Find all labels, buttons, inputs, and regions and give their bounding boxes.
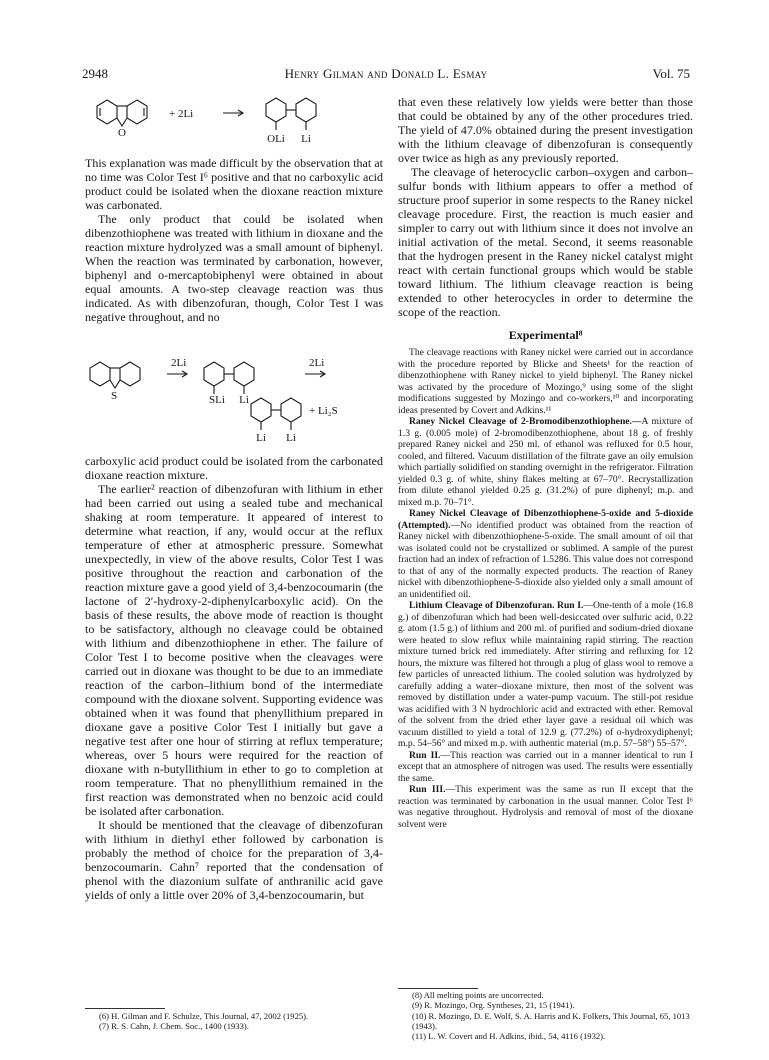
paragraph: The cleavage of heterocyclic carbon–oxygen and carbon–sulfur bonds with lithium appears to offer a method of structure proof superior in some respects to the Raney nickel cleavage procedure. First, the reaction is much easier and simpler to carry out with lithium since it does not involve an initial activation of the metal. Second, it seems reasonable that the hydrogen present in the Raney nickel catalyst might react with certain functional groups which would be stable toward lithium. The lithium cleavage reaction is being extended to other heterocycles in order to determine the scope of the reaction.: [398, 165, 693, 319]
left-column-bottom: [85, 454, 383, 902]
subsection-title: Run III.: [409, 784, 446, 795]
subsection-title: Raney Nickel Cleavage of Dibenzothiophene-5-oxide and 5-dioxide (Attempted).: [398, 508, 693, 531]
left-footnotes: [85, 1011, 383, 1032]
paragraph: This explanation was made difficult by the observation that at no time was Color Test I⁶ positive and that no carboxylic acid product could be isolated when the dioxane reaction mixture was carbonated.: [85, 156, 383, 212]
footnote: (9) R. Mozingo, Org. Syntheses, 21, 15 (1941).: [412, 1000, 575, 1011]
paragraph: —This reaction was carried out in a manner identical to run I except that an atmosphere of nitrogen was used. The results were essentially the same.: [398, 749, 693, 784]
paragraph: —This experiment was the same as run II except that the reaction was terminated by carbonation in the usual manner. Color Test I⁶ was negative throughout. Hydrolysis and removal of most of the dioxane solvent were: [398, 784, 693, 830]
scheme2-reagent-2: 2Li: [309, 357, 325, 369]
scheme2-product: + Li₂S: [309, 405, 338, 417]
header-volume: Vol. 75: [652, 66, 690, 81]
header-authors: Henry Gilman and Donald L. Esmay: [284, 66, 488, 81]
running-header: [82, 66, 690, 86]
footnote: (11) L. W. Covert and H. Adkins, ibid., 54, 4116 (1932).: [412, 1031, 606, 1042]
paragraph: that even these relatively low yields were better than those that could be obtained by any of the other procedures tried. The yield of 47.0% obtained during the present investigation with the lithium cleavage of dibenzofuran is consequently over twice as high as any previously reported.: [398, 95, 693, 165]
scheme2-substituent-1: SLi: [209, 394, 225, 406]
experimental-section: [398, 347, 693, 830]
paragraph: A mixture of 1.3 g. (0.005 mole) of 2-bromodibenzothiophene, about 18 g. of freshly prepared Raney nickel and 250 ml. of ethanol was refluxed for 0.5 hour, cooled, and filtered. Vacuum distillation of the filtrate gave an oily emulsion which partially solidified on standing overnight in the refrigerator. Filtration yielded 0.3 g. of white, shiny flakes melting at 67–70°. Recrystallization from dilute ethanol yielded 0.25 g. (31.2%) of pure diphenyl; m.p. and mixed m.p. 70–71°.: [398, 416, 693, 508]
scheme-dibenzofuran-cleavage: [85, 90, 385, 156]
subsection-title: Raney Nickel Cleavage of 2-Bromodibenzothiophene.—: [409, 416, 642, 427]
scheme2-substituent-4: Li: [286, 432, 296, 444]
right-footnotes: [398, 990, 693, 1041]
footnote: (7) R. S. Cahn, J. Chem. Soc., 1400 (1933).: [99, 1021, 249, 1032]
scheme1-substituent-2: Li: [301, 133, 311, 145]
subsection-title: Run II.: [409, 749, 441, 761]
scheme2-sulfur-label: S: [110, 390, 118, 402]
paragraph: —One-tenth of a mole (16.8 g.) of dibenzofuran which had been well-desiccated over sulfuric acid, 0.22 g. atom (1.5 g.) of lithium and 200 ml. of purified and sodium-dried dioxane were heated to slow reflux while maintaining rapid stirring. The reaction mixture turned brick red immediately. After stirring and refluxing for 12 hours, the mixture was filtered hot through a plug of glass wool to remove a few particles of unreacted lithium. The cooled solution was hydrolyzed by carefully adding a water–dioxane mixture, then most of the solvent was removed by distillation under a water-pump vacuum. The still-pot residue was acidified with 3 N hydrochloric acid and extracted with ether. Removal of the solvent from the dried ether layer gave a residual oil which was vacuum distilled to yield a total of 12.9 g. (77.2%) of o-hydroxydiphenyl; m.p. 54–56° and mixed m.p. with authentic material (m.p. 57–58°) 55–57°.: [398, 600, 694, 749]
scheme-dibenzothiophene-cleavage: [85, 352, 385, 448]
subsection-title: Lithium Cleavage of Dibenzofuran. Run I.: [409, 600, 584, 611]
footnote: (8) All melting points are uncorrected.: [412, 990, 544, 1000]
scheme2-reagent-1: 2Li: [171, 357, 187, 369]
paragraph: The earlier² reaction of dibenzofuran with lithium in ether had been carried out using a sealed tube and mechanical shaking at room temperature. It appeared of interest to determine what reaction, if any, would occur at the reflux temperature of ether at atmospheric pressure. Somewhat unexpectedly, in view of the above results, Color Test I was positive throughout the reaction and carbonation of the reaction mixture gave a good yield of 3,4-benzocoumarin (the lactone of 2′-hydroxy-2-diphenylcarboxylic acid). On the basis of these results, the above mode of reaction is thought to be satisfactory, although no cleavage could be obtained with lithium and dibenzothiophene in ether. The failure of Color Test I to become positive when the cleavages were carried out in dioxane was thought to be due to an immediate reaction of the carbon–lithium bond of the intermediate compound with the dioxane solvent. Supporting evidence was obtained when it was found that phenyllithium prepared in dioxane gave a positive Color Test I initially but gave a negative test after one hour of stirring at reflux temperature; whereas, over 5 hours were required for the reaction of dioxane with n-butyllithium in ether to go to completion at room temperature. That no phenyllithium remained in the first reaction was demonstrated when no benzoic acid could be isolated after carbonation.: [85, 482, 383, 818]
scheme1-oxygen-label: O: [118, 127, 126, 139]
scheme1-substituent-1: OLi: [267, 133, 285, 145]
right-column: [398, 95, 693, 830]
footnote-rule-left: [85, 1008, 165, 1009]
paragraph: carboxylic acid product could be isolated from the carbonated dioxane reaction mixture.: [85, 454, 383, 482]
footnote: (10) R. Mozingo, D. E. Wolf, S. A. Harris and K. Folkers, This Journal, 65, 1013 (1943).: [412, 1010, 690, 1031]
paragraph: The only product that could be isolated when dibenzothiophene was treated with lithium in dioxane and the reaction mixture hydrolyzed was a small amount of biphenyl. When the reaction was terminated by carbonation, however, biphenyl and o-mercaptobiphenyl were obtained in about equal amounts. A two-step cleavage reaction was thus indicated. As with dibenzofuran, though, Color Test I was negative throughout, and no: [85, 212, 383, 324]
scheme2-substituent-3: Li: [256, 432, 266, 444]
scheme2-substituent-2: Li: [239, 394, 249, 406]
footnote-rule-right: [398, 988, 478, 989]
paragraph: It should be mentioned that the cleavage of dibenzofuran with lithium in diethyl ether followed by carbonation is probably the method of choice for the preparation of 3,4-benzocoumarin. Cahn⁷ reported that the condensation of phenol with the diazonium sulfate of anthranilic acid gave yields of only a little over 20% of 3,4-benzocoumarin, but: [85, 818, 383, 902]
paragraph: The cleavage reactions with Raney nickel were carried out in accordance with the procedure reported by Blicke and Sheets¹ for the reaction of dibenzothiophene with Raney nickel to yield biphenyl. The Raney nickel was activated by the procedure of Mozingo,⁹ using some of the slight modifications suggested by Mozingo and co-workers,¹⁰ and incorporating ideas presented by Covert and Adkins.¹¹: [398, 347, 693, 416]
experimental-heading: Experimental⁸: [508, 328, 583, 342]
scheme1-reagent: + 2Li: [169, 108, 194, 120]
footnote: (6) H. Gilman and F. Schulze, This Journal, 47, 2002 (1925).: [99, 1011, 309, 1021]
left-column-top: [85, 156, 383, 324]
paragraph: —No identified product was obtained from the reaction of Raney nickel with dibenzothiophene-5-oxide. The small amount of oil that was isolated could not be crystallized or sublimed. A sample of the purest fraction had an index of refraction of 1.5286. This value does not correspond to that of any of the normally expected products. The reaction of Raney nickel with dibenzothiophene-5-dioxide also yielded only a small amount of an unidentified oil.: [398, 519, 694, 600]
page-number: 2948: [82, 66, 108, 81]
